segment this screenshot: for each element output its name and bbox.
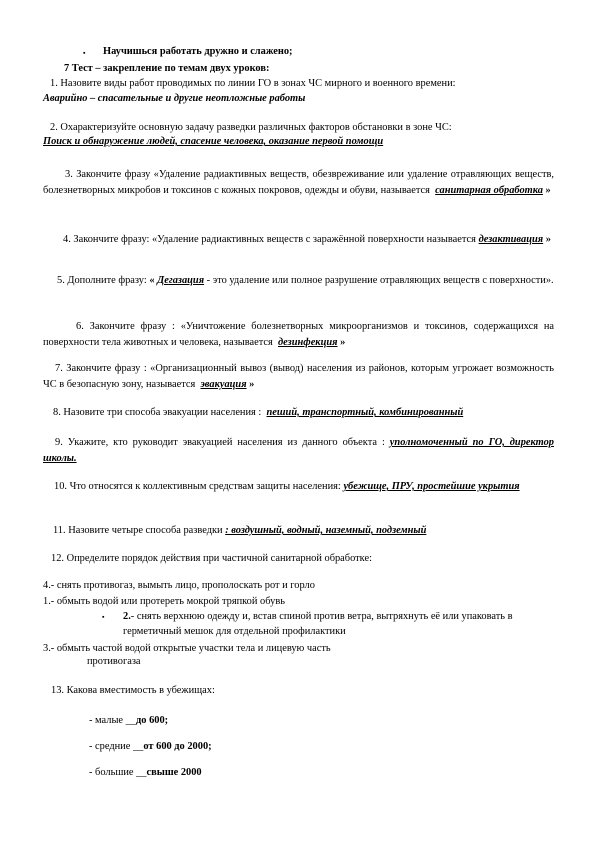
answer-11: : воздушный, водный, наземный, подземный [225,525,427,536]
step-2 [123,609,555,639]
question-12-text: 12. Определите порядок действия при частичной санитарной обработке: [51,553,372,564]
question-3-text: 3. Закончите фразу «Удаление радиактивных веществ, обезвреживание или удаление отравляющих веществ, болезнетворных микробов и токсинов с кожных покровов, одежды и обуви, называется [43,169,554,196]
question-8 [53,406,463,419]
answer-7: эвакуация [200,379,247,390]
question-8-text: 8. Назовите три способа эвакуации населения : [53,407,262,418]
question-4-end: » [545,234,551,245]
step-3-continued [87,655,141,668]
capacity-small-label: - малые __ [89,715,137,726]
answer-2-text: Поиск и обнаружение людей, спасение человека, оказание первой помощи [43,136,384,147]
answer-2 [43,135,383,148]
step-1 [43,595,285,608]
question-5 [43,273,554,289]
answer-1-text: Аварийно – спасательные и другие неотложные работы [43,93,306,104]
question-5-rest: - это удаление или полное разрушение отравляющих веществ с поверхности». [206,275,554,286]
capacity-medium-label: - средние __ [89,741,144,752]
answer-1 [43,92,305,105]
step-4-text: 4.- снять противогаз, вымыть лицо, прополоскать рот и горло [43,580,315,591]
step-2-number: 2. [123,611,131,622]
capacity-large-label: - большие __ [89,767,147,778]
test-heading-text: 7 Тест – закрепление по темам двух уроков: [64,63,270,74]
question-5-open: « [149,275,155,286]
question-6-end: » [340,337,346,348]
list-bullet: ▪ [102,613,105,621]
step-4 [43,579,315,592]
question-13-text: 13. Какова вместимость в убежищах: [51,685,215,696]
capacity-medium-value: от 600 до 2000; [143,741,212,752]
question-9 [43,435,554,467]
answer-5: Дегазация [157,275,205,286]
answer-3: санитарная обработка [435,185,543,196]
question-5-start: 5. Дополните фразу: [57,275,147,286]
question-6-text: 6. Закончите фразу : «Уничтожение болезнетворных микроорганизмов и токсинов, содержащихся на поверхности тела животных и человека, называется [43,321,554,348]
step-3 [43,642,331,655]
capacity-small-value: до 600; [136,715,169,726]
step-2-text: - снять верхнюю одежду и, встав спиной против ветра, вытряхнуть её или упаковать в герметичный мешок для отдельной профилактики [123,611,513,637]
question-7-end: » [249,379,255,390]
capacity-large-value: свыше 2000 [146,767,202,778]
step-3-text: 3.- обмыть частой водой открытые участки тела и лицевую часть [43,643,331,654]
line-test-heading [64,62,269,75]
question-2-text: 2. Охарактеризуйте основную задачу разведки различных факторов обстановки в зоне ЧС: [50,122,452,133]
question-7-text: 7. Закончите фразу : «Организационный вывоз (вывод) населения из районов, которым угрожает возможность ЧС в безопасную зону, называется [43,363,554,390]
answer-9: уполномоченный по ГО, директор школы. [43,437,554,464]
question-10-text: 10. Что относятся к коллективным средствам защиты населения: [54,481,341,492]
line-teamwork-text: Научишься работать дружно и слажено; [103,46,293,57]
answer-8: пеший, транспортный, комбинированный [266,407,464,418]
question-12 [51,552,372,565]
question-10 [43,479,554,495]
question-3 [43,167,554,199]
answer-6: дезинфекция [278,337,338,348]
question-13 [51,684,215,697]
line-teamwork [103,45,292,58]
question-4-text: 4. Закончите фразу: «Удаление радиактивных веществ с заражённой поверхности называется [63,234,476,245]
question-11-text: 11. Назовите четыре способа разведки [53,525,223,536]
answer-10: убежище, ПРУ, простейшие укрытия [343,481,520,492]
question-6 [43,319,554,351]
question-7 [43,361,554,393]
answer-4: дезактивация [478,234,544,245]
question-1-text: 1. Назовите виды работ проводимых по линии ГО в зонах ЧС мирного и военного времени: [50,78,456,89]
question-4 [43,232,554,248]
capacity-large [89,766,202,779]
list-bullet: ▪ [83,49,86,57]
step-1-text: 1.- обмыть водой или протереть мокрой тряпкой обувь [43,596,285,607]
question-9-text: 9. Укажите, кто руководит эвакуацией населения из данного объекта : [55,437,385,448]
capacity-small [89,714,168,727]
question-3-end: » [545,185,551,196]
question-1 [50,77,456,90]
question-11 [53,524,426,537]
question-2 [50,121,452,134]
step-3-continued-text: противогаза [87,656,141,667]
capacity-medium [89,740,212,753]
